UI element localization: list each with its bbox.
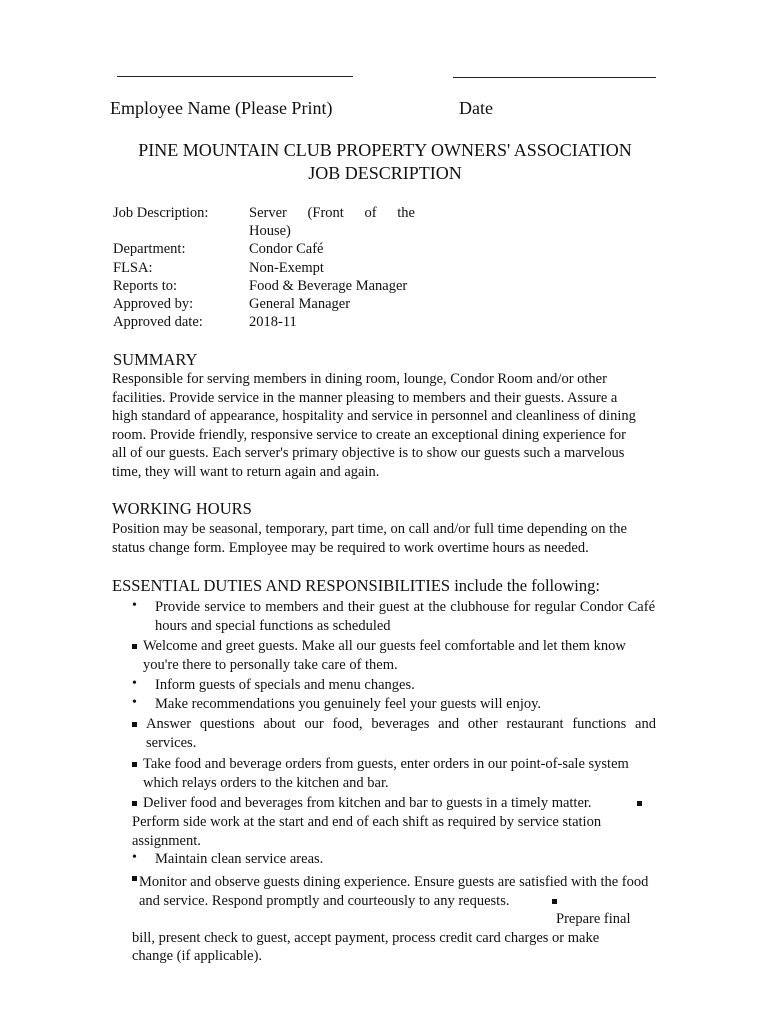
department-label: Department: xyxy=(113,241,186,257)
job-description-value-line1: Server (Front of the xyxy=(249,205,415,221)
approved-by-value: General Manager xyxy=(249,296,351,312)
date-signature-line[interactable] xyxy=(453,77,656,78)
duty-item: Maintain clean service areas. xyxy=(155,851,324,867)
approved-date-value: 2018-11 xyxy=(249,314,297,330)
reports-to-value: Food & Beverage Manager xyxy=(249,278,408,294)
square-bullet-icon xyxy=(637,801,642,806)
duty-item: Deliver food and beverages from kitchen and bar to guests in a timely matter. xyxy=(143,795,592,811)
square-bullet-icon xyxy=(132,644,137,649)
document-title: JOB DESCRIPTION xyxy=(308,163,462,183)
duty-item: Take food and beverage orders from guests, enter orders in our point-of-sale system which relays orders to the kitchen and bar. xyxy=(143,756,629,791)
department-value: Condor Café xyxy=(249,241,324,257)
bullet-icon: • xyxy=(132,850,137,865)
square-bullet-icon xyxy=(132,722,137,727)
duty-item: Make recommendations you genuinely feel your guests will enjoy. xyxy=(155,696,542,712)
reports-to-label: Reports to: xyxy=(113,278,178,294)
flsa-value: Non-Exempt xyxy=(249,260,324,276)
duties-heading: ESSENTIAL DUTIES AND RESPONSIBILITIES include the following: xyxy=(112,576,600,595)
approved-date-label: Approved date: xyxy=(113,314,203,330)
summary-heading: SUMMARY xyxy=(113,350,198,369)
bullet-icon: • xyxy=(132,695,137,710)
bullet-icon: • xyxy=(132,676,137,691)
square-bullet-icon xyxy=(132,762,137,767)
employee-name-label: Employee Name (Please Print) xyxy=(110,98,333,118)
duty-item: Prepare final bill, present check to guest, accept payment, process credit card charges or make change (if applicable). xyxy=(132,911,631,964)
duty-item: Perform side work at the start and end of each shift as required by service station assignment. xyxy=(132,814,602,849)
bullet-icon: • xyxy=(132,598,137,613)
summary-text: Responsible for serving members in dining room, lounge, Condor Room and/or other facilities. Provide service in the manner pleasing to members and their guests. Assure a high standard of appearance, hospitality and service in personnel and cleanliness of dining room. Provide friendly, responsive service to create an exceptional dining experience for all of our guests. Each server's primary objective is to show our guests such a marvelous time, they will want to return again and again. xyxy=(112,371,636,480)
working-hours-heading: WORKING HOURS xyxy=(112,499,252,518)
job-description-value-line2: House) xyxy=(249,223,291,239)
duty-item: Welcome and greet guests. Make all our guests feel comfortable and let them know you're there to personally take care of them. xyxy=(143,638,626,673)
working-hours-text: Position may be seasonal, temporary, part time, on call and/or full time depending on the status change form. Employee may be required to work overtime hours as needed. xyxy=(112,521,627,556)
duty-item: Provide service to members and their guest at the clubhouse for regular Condor Café hours and special functions as scheduled xyxy=(155,599,655,634)
duty-item: Monitor and observe guests dining experience. Ensure guests are satisfied with the food and service. Respond promptly and courteously to any requests. xyxy=(139,874,649,909)
flsa-label: FLSA: xyxy=(113,260,153,276)
square-bullet-icon xyxy=(552,899,557,904)
job-description-label: Job Description: xyxy=(113,205,209,221)
duty-item: Answer questions about our food, beverages and other restaurant functions and services. xyxy=(146,716,656,751)
square-bullet-icon xyxy=(132,876,137,881)
employee-name-signature-line[interactable] xyxy=(117,76,353,77)
approved-by-label: Approved by: xyxy=(113,296,194,312)
duty-item: Inform guests of specials and menu changes. xyxy=(155,677,415,693)
date-label: Date xyxy=(459,98,493,118)
square-bullet-icon xyxy=(132,801,137,806)
organization-title: PINE MOUNTAIN CLUB PROPERTY OWNERS' ASSOCIATION xyxy=(138,140,632,160)
